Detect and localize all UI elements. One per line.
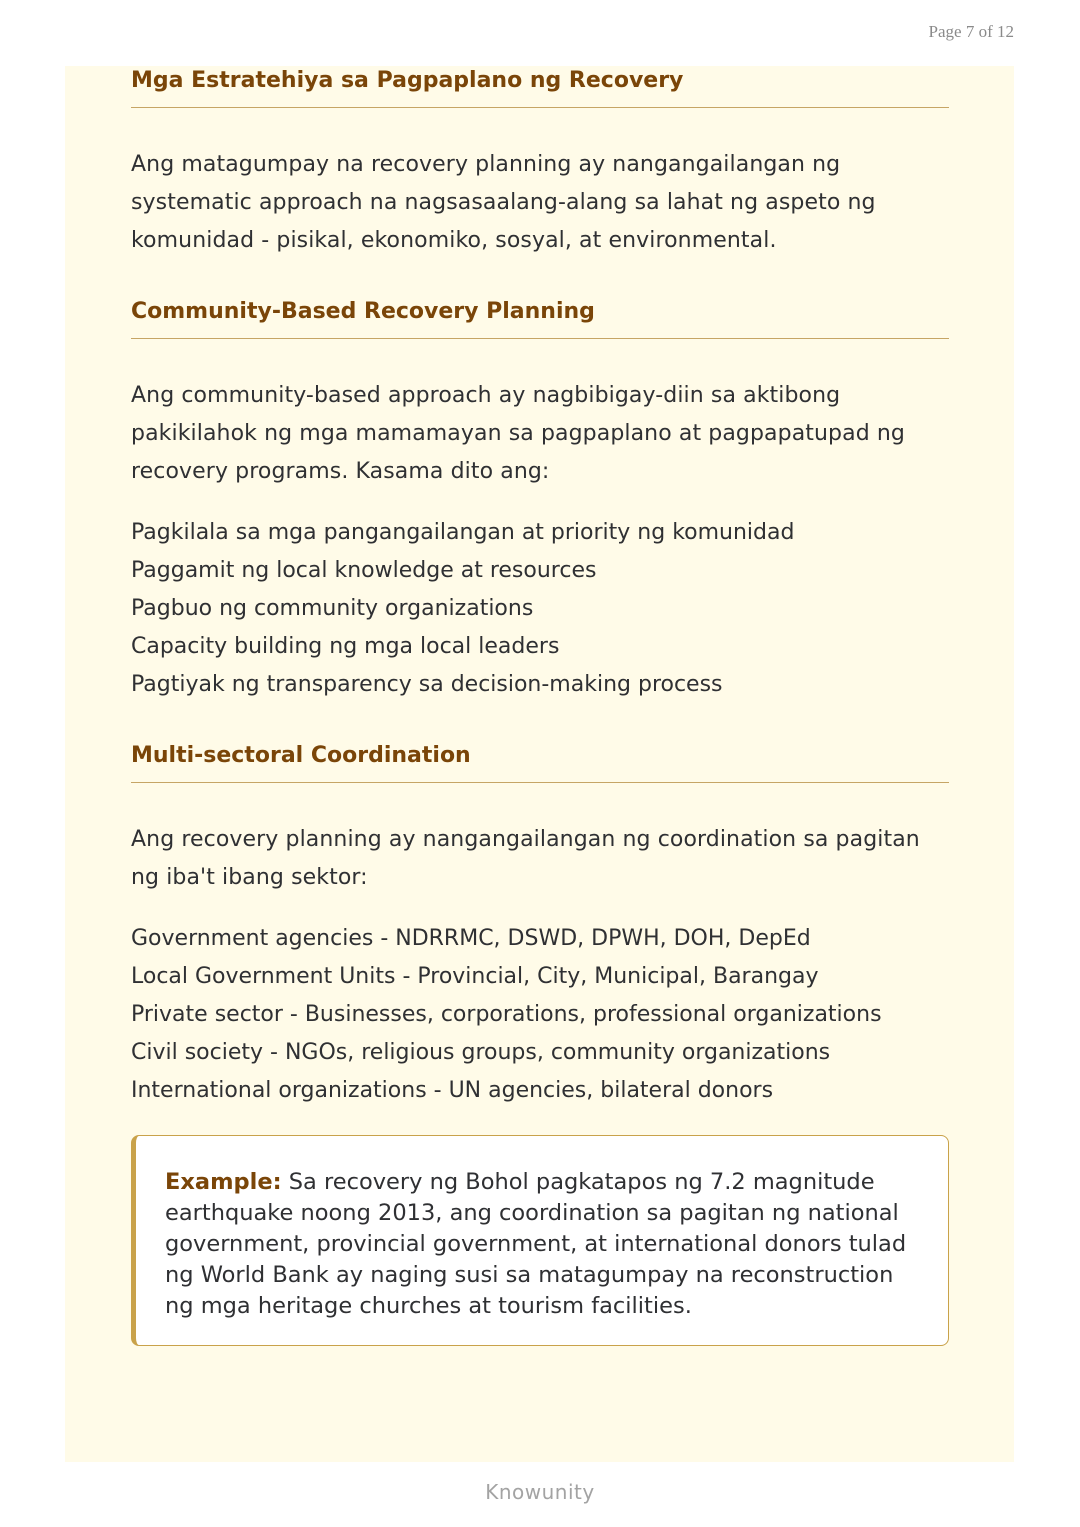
footer-brand: Knowunity <box>485 1480 595 1504</box>
list-item: Government agencies - NDRRMC, DSWD, DPWH, DOH, DepEd <box>131 926 811 951</box>
section-paragraph-community: Ang community-based approach ay nagbibigay-diin sa aktibong pakikilahok ng mga mamamayan sa pagpaplano at pagpapatupad ng recovery programs. Kasama dito ang: <box>131 383 905 484</box>
section-heading-community: Community-Based Recovery Planning <box>131 297 949 339</box>
example-body: Sa recovery ng Bohol pagkatapos ng 7.2 magnitude earthquake noong 2013, ang coordination sa pagitan ng national government, provincial government, at international donors tulad ng World Bank ay naging susi sa matagumpay na reconstruction ng mga heritage churches at tourism facilities. <box>165 1169 907 1319</box>
document-page <box>65 66 1014 1462</box>
community-list <box>131 514 949 704</box>
list-item: Pagbuo ng community organizations <box>131 596 534 621</box>
page-number: Page 7 of 12 <box>928 22 1014 41</box>
section-heading-coordination: Multi-sectoral Coordination <box>131 741 949 783</box>
list-item: Pagtiyak ng transparency sa decision-making process <box>131 672 723 697</box>
list-item: Paggamit ng local knowledge at resources <box>131 558 597 583</box>
list-item: Private sector - Businesses, corporations, professional organizations <box>131 1002 882 1027</box>
sector-list <box>131 920 949 1110</box>
list-item: Pagkilala sa mga pangangailangan at priority ng komunidad <box>131 520 795 545</box>
example-text <box>165 1167 920 1322</box>
list-item: Capacity building ng mga local leaders <box>131 634 560 659</box>
example-callout <box>131 1135 949 1346</box>
list-item: Civil society - NGOs, religious groups, community organizations <box>131 1040 831 1065</box>
list-item: International organizations - UN agencies, bilateral donors <box>131 1078 774 1103</box>
page-content <box>131 66 949 1110</box>
section-heading-strategies: Mga Estratehiya sa Pagpaplano ng Recovery <box>131 66 949 108</box>
section-paragraph-strategies: Ang matagumpay na recovery planning ay nangangailangan ng systematic approach na nagsasaalang-alang sa lahat ng aspeto ng komunidad - pisikal, ekonomiko, sosyal, at environmental. <box>131 152 876 253</box>
list-item: Local Government Units - Provincial, City, Municipal, Barangay <box>131 964 819 989</box>
section-paragraph-coordination: Ang recovery planning ay nangangailangan ng coordination sa pagitan ng iba't ibang sektor: <box>131 827 920 890</box>
example-label: Example: <box>165 1169 282 1195</box>
